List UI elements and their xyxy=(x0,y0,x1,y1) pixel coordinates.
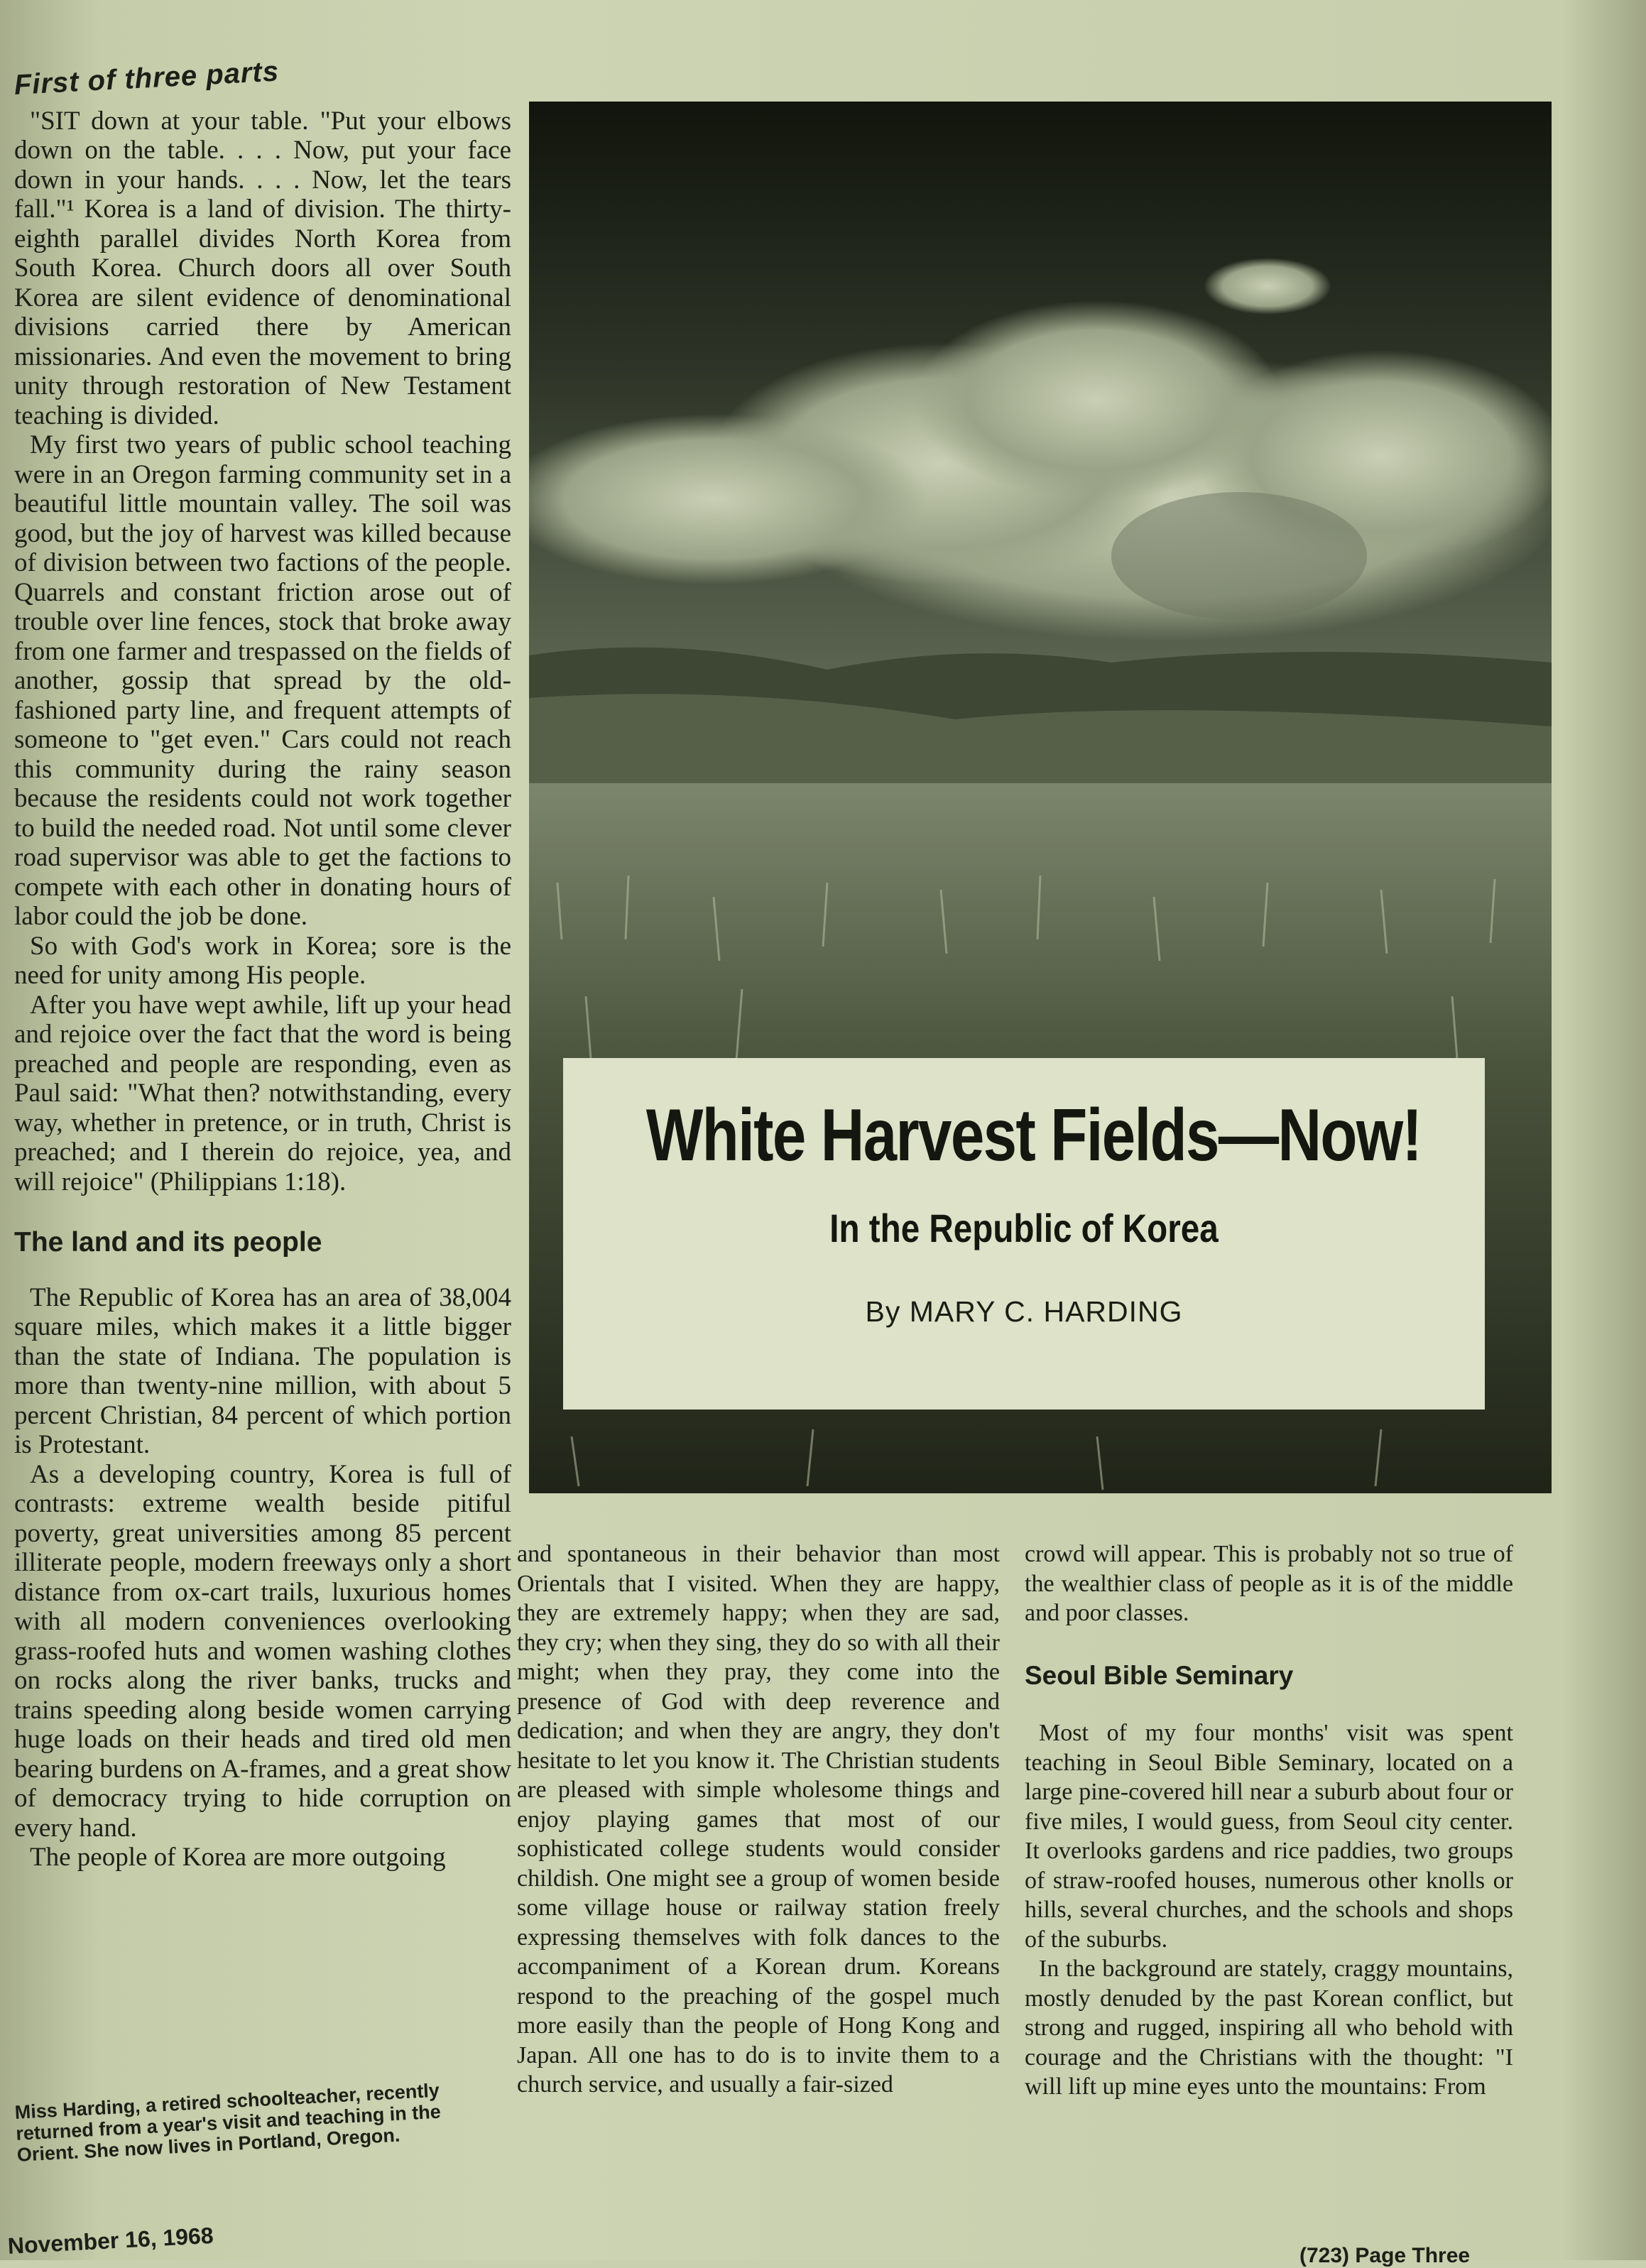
middle-column xyxy=(517,1539,1000,2100)
footer-page-number: (723) Page Three xyxy=(1299,2244,1471,2267)
article-title: White Harvest Fields—Now! xyxy=(645,1094,1422,1177)
title-box xyxy=(563,1058,1485,1410)
paragraph: "SIT down at your table. "Put your elbows down on the table. . . . Now, put your face down in your hands. . . . Now, let the tears fall."¹ Korea is a land of division. The thirty-eighth parallel divides North Korea from South Korea. Church doors all over South Korea are silent evidence of denominational divisions carried there by American missionaries. And even the movement to bring unity through restoration of New Testament teaching is divided. xyxy=(14,106,511,430)
footer-date: November 16, 1968 xyxy=(7,2222,214,2259)
paragraph: So with God's work in Korea; sore is the need for unity among His people. xyxy=(14,931,511,990)
paragraph: In the background are stately, craggy mountains, mostly denuded by the past Korean conflict, but strong and rugged, inspiring all who behold with courage and the Christians with the thought: "I will lift up mine eyes unto the mountains: From xyxy=(1025,1956,1513,2100)
left-column xyxy=(13,55,511,1872)
paragraph: The people of Korea are more outgoing xyxy=(30,1843,446,1872)
series-label: First of three parts xyxy=(13,55,280,101)
paragraph: Most of my four months' visit was spent teaching in Seoul Bible Seminary, located on a large pine-covered hill near a suburb about four or five miles, I would guess, from Seoul city center. It overlooks gardens and rice paddies, two groups of straw-roofed houses, numerous other knolls or hills, several churches, and the schools and shops of the suburbs. xyxy=(1025,1720,1513,1953)
section-heading: The land and its people xyxy=(14,1227,322,1258)
paragraph: As a developing country, Korea is full of contrasts: extreme wealth beside pitiful poverty, great universities among 85 percent illiterate people, modern freeways only a short distance from ox-cart trails, luxurious homes with all modern conveniences overlooking grass-roofed huts and women washing clothes on rocks along the river banks, trucks and trains speeding along beside women carrying huge loads on their heads and tired old men bearing burdens on A-frames, and a great show of democracy trying to hide corruption on every hand. xyxy=(14,1459,511,1843)
paragraph: crowd will appear. This is probably not so true of the wealthier class of people as it is of the middle and poor classes. xyxy=(1025,1541,1513,1626)
section-heading: Seoul Bible Seminary xyxy=(1025,1660,1294,1690)
paragraph: My first two years of public school teaching were in an Oregon farming community set in a beautiful little mountain valley. The soil was good, but the joy of harvest was killed because of division between two factions of the people. Quarrels and constant friction arose out of trouble over line fences, stock that broke away from one farmer and trespassed on the fields of another, gossip that spread by the old-fashioned party line, and frequent attempts of someone to "get even." Cars could not reach this community during the rainy season because the residents could not work together to build the needed road. Not until some clever road supervisor was able to get the factions to compete with each other in donating hours of labor could the job be done. xyxy=(14,430,511,931)
author-byline: By MARY C. HARDING xyxy=(865,1295,1183,1328)
paragraph: and spontaneous in their behavior than most Orientals that I visited. When they are happy, they are extremely happy; when they are sad, they cry; when they sing, they do so with all their might; when they pray, they come into the presence of God with deep reverence and dedication; and when they are angry, they don't hesitate to let you know it. The Christian students are pleased with simple wholesome things and enjoy playing games that most of our sophisticated college students would consider childish. One might see a group of women beside some village house or railway station freely expressing themselves with folk dances to the accompaniment of a Korean drum. Koreans respond to the preaching of the gospel much more easily than the people of Hong Kong and Japan. All one has to do is to invite them to a church service, and usually a fair-sized xyxy=(517,1541,1000,2098)
paragraph: After you have wept awhile, lift up your head and rejoice over the fact that the word is being preached and people are responding, even as Paul said: "What then? notwithstanding, every way, whether in pretence, or in truth, Christ is preached; and I therein do rejoice, yea, and will rejoice" (Philippians 1:18). xyxy=(14,990,511,1196)
right-column xyxy=(1025,1539,1513,2102)
author-bio: Miss Harding, a retired schoolteacher, recently returned from a year's visit and teaching in the Orient. She now lives in Portland, Oregon. xyxy=(14,2079,442,2166)
article-subtitle: In the Republic of Korea xyxy=(829,1206,1219,1250)
paragraph: The Republic of Korea has an area of 38,004 square miles, which makes it a little bigger than the state of Indiana. The population is more than twenty-nine million, with about 5 percent Christian, 84 percent of which portion is Protestant. xyxy=(14,1282,511,1459)
